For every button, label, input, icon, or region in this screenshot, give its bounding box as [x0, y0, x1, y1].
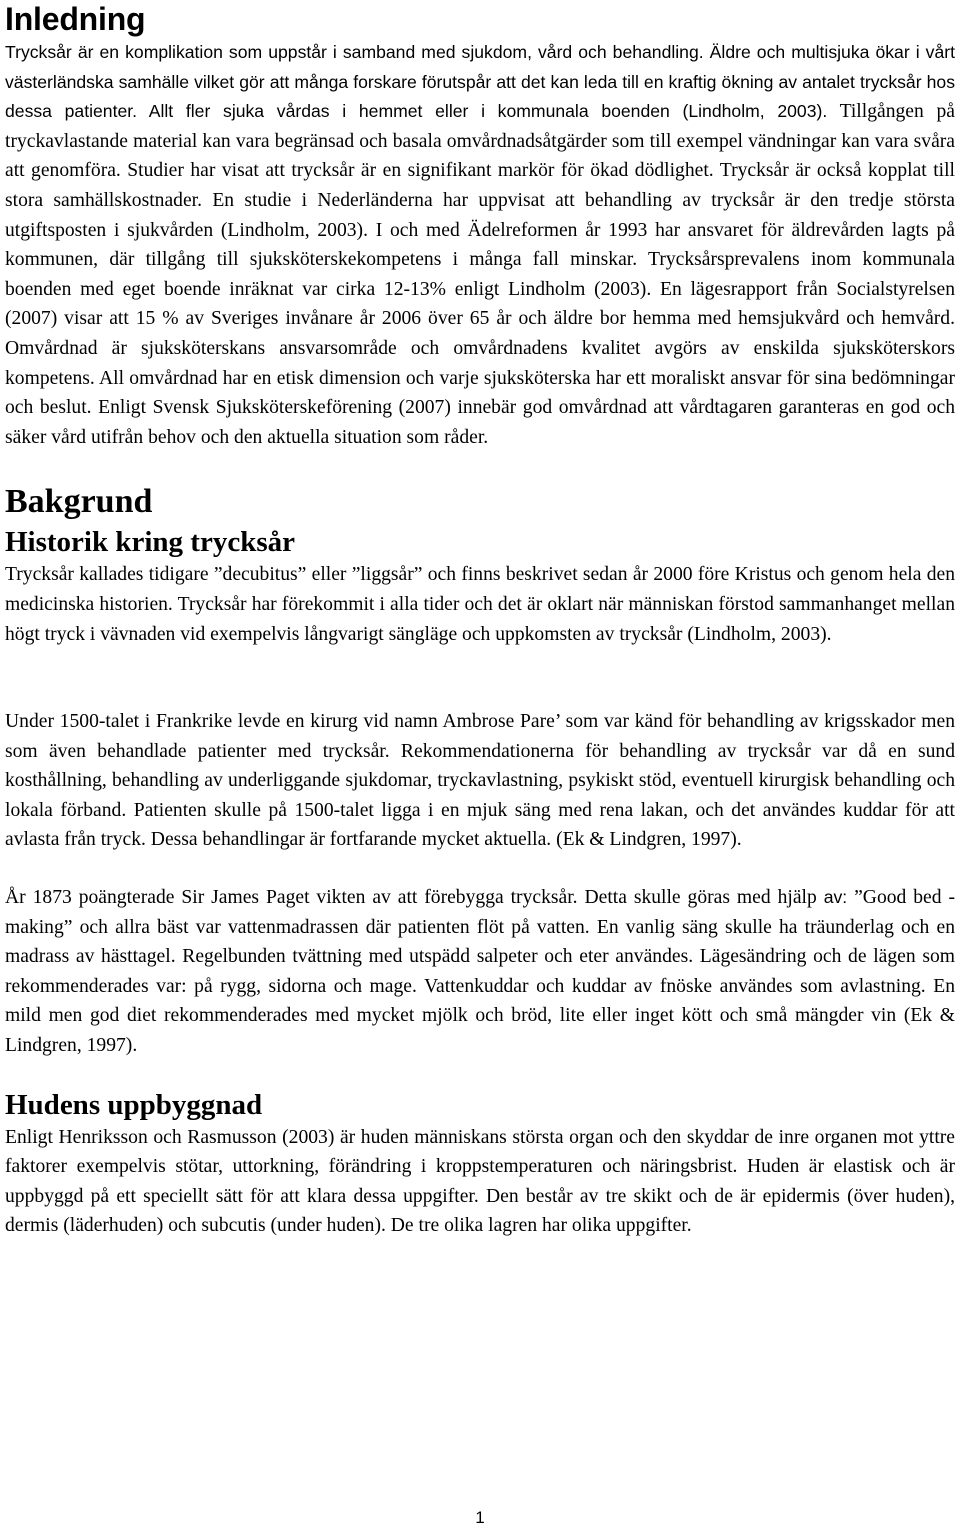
document-page — [5, 0, 955, 1241]
intro-paragraph — [5, 38, 955, 452]
heading-hudens-uppbyggnad: Hudens uppbyggnad — [5, 1088, 263, 1121]
intro-paragraph-sans-part: Trycksår är en komplikation som uppstår i samband med sjukdom, vård och behandling. Äldre och multisjuka ökar i vårt västerländska samhälle vilket gör att många forskare förutspår att det kan leda till en kraftig ökning av antalet trycksår hos dessa patienter. Allt fler sjuka vårdas i hemmet eller i kommunala boenden (Lindholm, 2003). — [5, 42, 955, 122]
intro-paragraph-serif-part: Tillgången på tryckavlastande material kan vara begränsad och basala omvårdnadsåtgärder som till exempel vändningar kan vara svåra att genomföra. Studier har visat att trycksår är en signifikant markör för ökad dödlighet. Trycksår är också kopplat till stora samhällskostnader. En studie i Nederländerna har uppvisat att behandling av trycksår är den tredje största utgiftsposten i sjukvården (Lindholm, 2003). I och med Ädelreformen år 1993 har ansvaret för äldrevården lagts på kommunen, där tillgång till sjuksköterskekompetens i många fall minskar. Trycksårsprevalens inom kommunala boenden med eget boende inräknat var cirka 12-13% enligt Lindholm (2003). En lägesrapport från Socialstyrelsen (2007) visar att 15 % av Sveriges invånare år 2006 över 65 år och äldre bor hemma med hemsjukvård och hemvård. Omvårdnad är sjuksköterskans ansvarsområde och omvårdnadens kvalitet avgörs av enskilda sjuksköterskors kompetens. All omvårdnad har en etisk dimension och varje sjuksköterska har ett moraliskt ansvar för sina bedömningar och beslut. Enligt Svensk Sjuksköterskeförening (2007) innebär god omvårdnad att vårdtagaren garanteras en god och säker vård utifrån behov och den aktuella situation som råder. — [5, 101, 955, 448]
historik-paragraph-3 — [5, 883, 955, 1061]
page-number: 1 — [475, 1508, 485, 1527]
heading-bakgrund: Bakgrund — [5, 483, 153, 521]
historik-paragraph-1: Trycksår kallades tidigare ”decubitus” eller ”liggsår” och finns beskrivet sedan år 2000 före Kristus och genom hela den medicinska historien. Trycksår har förekommit i alla tider och det är oklart när människan förstod sammanhanget mellan högt tryck i vävnaden vid exempelvis långvarigt sängläge och uppkomsten av trycksår (Lindholm, 2003). — [5, 564, 955, 645]
heading-inledning: Inledning — [5, 1, 146, 37]
historik-paragraph-3-part-c: ”Good bed - making” och allra bäst var vattenmadrassen där patienten flöt på vatten. En vanlig säng skulle ha träunderlag och en madrass av hästtagel. Regelbunden tvättning med utspädd salpeter och eter användes. Lägesändring och de lägen som rekommenderades var: på rygg, sidorna och mage. Vattenkuddar och kuddar av fnöske användes som avlastning. En mild men god diet rekommenderades med mycket mjölk och bröd, lite eller inget kött och små mängder vin (Ek & Lindgren, 1997). — [5, 887, 956, 1057]
historik-paragraph-3-part-b: av: — [823, 887, 848, 908]
heading-historik: Historik kring trycksår — [5, 526, 295, 559]
hud-paragraph-1: Enligt Henriksson och Rasmusson (2003) är huden människans största organ och den skyddar de inre organen mot yttre faktorer exempelvis stötar, uttorkning, förändring i kroppstemperaturen och näringsbrist. Huden är elastisk och är uppbyggd på ett speciellt sätt för att klara dessa uppgifter. Den består av tre skikt och de är epidermis (över huden), dermis (läderhuden) och subcutis (under huden). De tre olika lagren har olika uppgifter. — [5, 1126, 955, 1237]
historik-paragraph-3-part-a: År 1873 poängterade Sir James Paget vikten av att förebygga trycksår. Detta skulle göras med hjälp — [5, 887, 824, 909]
historik-paragraph-2: Under 1500-talet i Frankrike levde en kirurg vid namn Ambrose Pare’ som var känd för behandling av krigsskador men som även behandlade patienter med trycksår. Rekommendationerna för behandling av trycksår var då en sund kosthållning, behandling av underliggande sjukdomar, tryckavlastning, psykiskt stöd, eventuell kirurgisk behandling och lokala förband. Patienten skulle på 1500-talet ligga i en mjuk säng med rena lakan, och det användes kuddar för att avlasta från tryck. Dessa behandlingar är fortfarande mycket aktuella. (Ek & Lindgren, 1997). — [5, 711, 955, 851]
